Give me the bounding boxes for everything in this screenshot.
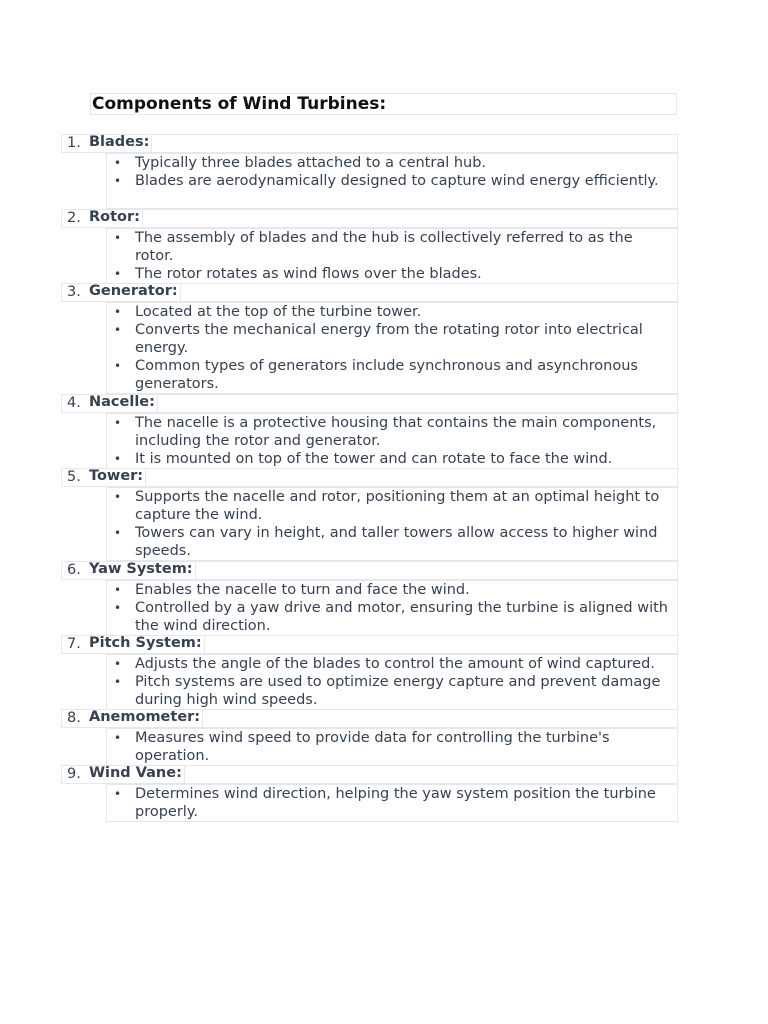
bullet-icon: • — [114, 452, 122, 466]
list-item: • Controlled by a yaw drive and motor, ensuring the turbine is aligned with the wind direction. — [114, 600, 668, 634]
bullet-list-generator — [106, 302, 678, 394]
list-item: • The nacelle is a protective housing that contains the main components, including the rotor and generator. — [114, 415, 657, 449]
section-number: 6. — [67, 562, 81, 578]
list-item: • Common types of generators include synchronous and asynchronous generators. — [114, 358, 638, 392]
bullet-list-pitch-system — [106, 654, 678, 710]
section-heading-wind-vane — [61, 765, 678, 784]
list-item: • Typically three blades attached to a central hub. — [114, 155, 487, 171]
bullet-list-blades — [106, 153, 678, 209]
section-label: Rotor: — [89, 209, 140, 225]
bullet-icon: • — [114, 583, 122, 597]
bullet-list-rotor — [106, 228, 678, 284]
section-label: Blades: — [89, 134, 150, 150]
bullet-icon: • — [114, 305, 122, 319]
list-item: • Enables the nacelle to turn and face the wind. — [114, 582, 470, 598]
list-item: • The assembly of blades and the hub is collectively referred to as the rotor. — [114, 230, 633, 264]
bullet-icon: • — [114, 601, 122, 615]
bullet-icon: • — [114, 731, 122, 745]
section-number: 7. — [67, 636, 81, 652]
section-label: Anemometer: — [89, 709, 201, 725]
section-label: Pitch System: — [89, 635, 202, 651]
section-number: 2. — [67, 210, 81, 226]
bullet-icon: • — [114, 174, 122, 188]
bullet-icon: • — [114, 657, 122, 671]
list-item: • Measures wind speed to provide data for controlling the turbine's operation. — [114, 730, 610, 764]
section-number: 9. — [67, 766, 81, 782]
bullet-list-nacelle — [106, 413, 678, 469]
section-heading-tower — [61, 468, 678, 487]
section-heading-nacelle — [61, 394, 678, 413]
list-item: • Supports the nacelle and rotor, positioning them at an optimal height to capture the wind. — [114, 489, 660, 523]
section-heading-pitch-system — [61, 635, 678, 654]
bullet-icon: • — [114, 267, 122, 281]
section-heading-rotor — [61, 209, 678, 228]
bullet-icon: • — [114, 416, 122, 430]
bullet-icon: • — [114, 675, 122, 689]
bullet-icon: • — [114, 231, 122, 245]
bullet-list-tower — [106, 487, 678, 561]
bullet-list-anemometer — [106, 728, 678, 766]
section-heading-blades — [61, 134, 678, 153]
bullet-icon: • — [114, 787, 122, 801]
section-label: Tower: — [89, 468, 144, 484]
section-heading-anemometer — [61, 709, 678, 728]
section-number: 8. — [67, 710, 81, 726]
section-number: 4. — [67, 395, 81, 411]
section-label: Yaw System: — [89, 561, 193, 577]
bullet-list-yaw-system — [106, 580, 678, 636]
section-number: 3. — [67, 284, 81, 300]
list-item: • Pitch systems are used to optimize energy capture and prevent damage during high wind speeds. — [114, 674, 661, 708]
section-number: 5. — [67, 469, 81, 485]
section-label: Generator: — [89, 283, 178, 299]
page-title: Components of Wind Turbines: — [90, 93, 677, 115]
section-label: Nacelle: — [89, 394, 155, 410]
list-item: • Blades are aerodynamically designed to capture wind energy efficiently. — [114, 173, 659, 189]
bullet-icon: • — [114, 156, 122, 170]
bullet-icon: • — [114, 526, 122, 540]
section-label: Wind Vane: — [89, 765, 182, 781]
section-heading-yaw-system — [61, 561, 678, 580]
list-item: • The rotor rotates as wind flows over the blades. — [114, 266, 482, 282]
list-item: • Adjusts the angle of the blades to control the amount of wind captured. — [114, 656, 655, 672]
bullet-icon: • — [114, 359, 122, 373]
list-item: • Towers can vary in height, and taller towers allow access to higher wind speeds. — [114, 525, 658, 559]
bullet-icon: • — [114, 490, 122, 504]
list-item: • Converts the mechanical energy from the rotating rotor into electrical energy. — [114, 322, 643, 356]
list-item: • Located at the top of the turbine tower. — [114, 304, 422, 320]
bullet-icon: • — [114, 323, 122, 337]
section-heading-generator — [61, 283, 678, 302]
section-number: 1. — [67, 135, 81, 151]
list-item: • Determines wind direction, helping the yaw system position the turbine properly. — [114, 786, 656, 820]
bullet-list-wind-vane — [106, 784, 678, 822]
list-item: • It is mounted on top of the tower and can rotate to face the wind. — [114, 451, 613, 467]
